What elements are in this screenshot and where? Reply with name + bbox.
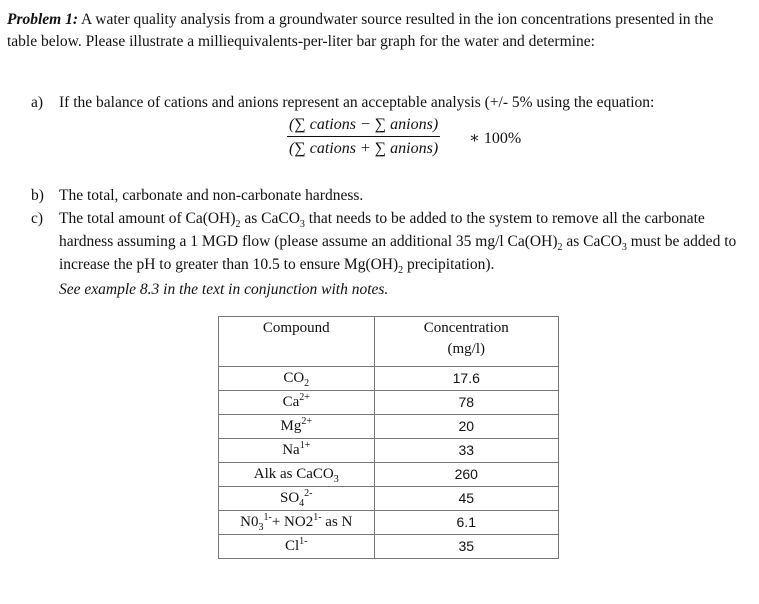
equation-numerator: (∑ cations − ∑ anions) (287, 114, 440, 137)
part-c-text: The total amount of $Ca(OH)_2$ as CaCO$_3$ that needs to be added to the system to remove all the carbonate hardness assuming a 1 MGD flow (please assume an additional 35 mg/l $Ca(OH)_2$ as CaCO$_3$ must be added to increase the pH to greater than 10.5 to ensure $Mg(OH)_2$ precipitation). (59, 210, 737, 277)
table-row (219, 367, 559, 391)
part-a (31, 91, 746, 114)
concentration-cell: 45 (374, 487, 558, 511)
compound-cell: $Mg^{2+}$ (219, 415, 375, 439)
concentration-cell: 78 (374, 391, 558, 415)
table-row (219, 535, 559, 559)
problem-text: A water quality analysis from a groundwater source resulted in the ion concentrations presented in the table below. Please illustrate a milliequivalents-per-liter bar graph for the water and determine: (7, 11, 714, 50)
part-a-label: a) (31, 94, 44, 111)
balance-equation (287, 114, 440, 159)
concentration-cell: 260 (374, 463, 558, 487)
compound-cell: Alk as CaCO$_3$ (219, 463, 375, 487)
table-row (219, 415, 559, 439)
concentration-cell: 6.1 (374, 511, 558, 535)
concentration-cell: 33 (374, 439, 558, 463)
part-c (31, 207, 746, 276)
part-b-label: b) (31, 187, 44, 204)
ion-concentration-table (218, 316, 559, 559)
compound-cell: $Cl^{1-}$ (219, 535, 375, 559)
compound-cell: $CO_2$ (219, 367, 375, 391)
compound-cell: $N0_3^{1-}+ NO2^{1-}$ as N (219, 511, 375, 535)
header-concentration: Concentration (mg/l) (374, 317, 558, 367)
table-row (219, 391, 559, 415)
part-b-text: The total, carbonate and non-carbonate hardness. (59, 187, 364, 204)
table-row (219, 439, 559, 463)
table-header-row (219, 317, 559, 367)
equation-denominator: (∑ cations + ∑ anions) (289, 140, 439, 157)
equation-multiplier: ∗ 100% (469, 130, 522, 147)
problem-label: Problem 1: (7, 11, 79, 28)
example-note: See example 8.3 in the text in conjunction with notes. (59, 281, 389, 298)
part-b (31, 184, 746, 207)
concentration-cell: 17.6 (374, 367, 558, 391)
compound-cell: $Na^{1+}$ (219, 439, 375, 463)
problem-statement (7, 9, 747, 53)
part-a-text: If the balance of cations and anions represent an acceptable analysis (+/- 5% using the equation: (59, 94, 655, 111)
concentration-cell: 20 (374, 415, 558, 439)
table-row (219, 511, 559, 535)
compound-cell: $SO_4^{2-}$ (219, 487, 375, 511)
concentration-cell: 35 (374, 535, 558, 559)
compound-cell: $Ca^{2+}$ (219, 391, 375, 415)
table-row (219, 487, 559, 511)
header-compound: Compound (219, 317, 375, 367)
part-c-label: c) (31, 210, 44, 227)
table-row (219, 463, 559, 487)
